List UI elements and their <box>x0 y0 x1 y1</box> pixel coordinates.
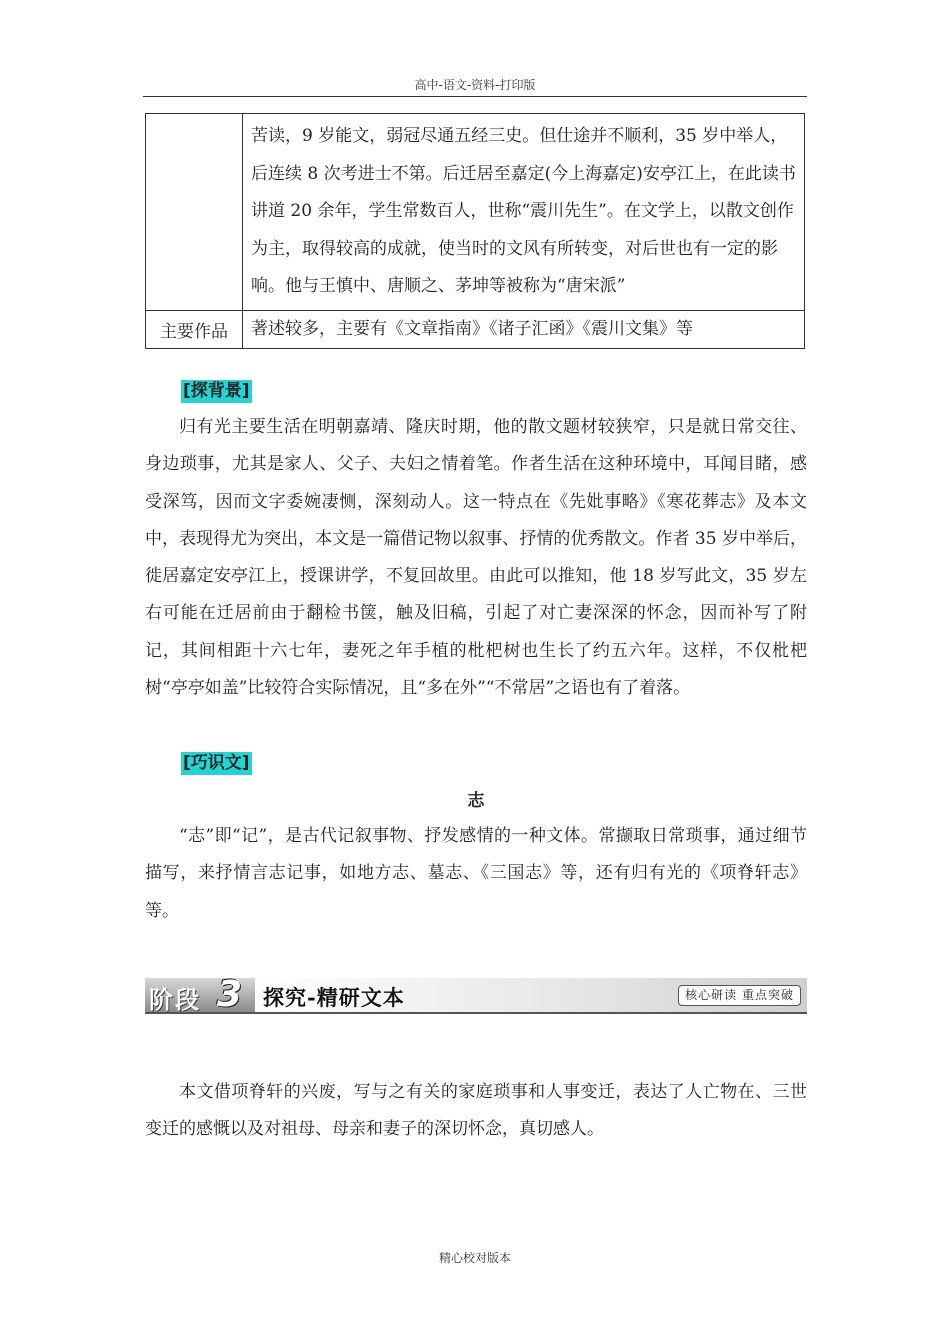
stage-banner <box>145 974 807 1015</box>
author-bio-cell: 苦读，9 岁能文，弱冠尽通五经三史。但仕途并不顺利，35 岁中举人，后连续 8 次考进士不第。后迁居至嘉定(今上海嘉定)安亭江上，在此读书讲道 20 余年，学生常数百人，世称“震川先生”。在文学上，以散文创作为主，取得较高的成就，使当时的文风有所转变，对后世也有一定的影响。他与王慎中、唐顺之、茅坤等被称为“唐宋派” <box>243 114 805 311</box>
table-label-cell-empty <box>146 114 243 311</box>
background-paragraph: 归有光主要生活在明朝嘉靖、隆庆时期，他的散文题材较狭窄，只是就日常交往、身边琐事，尤其是家人、父子、夫妇之情着笔。作者生活在这种环境中，耳闻目睹，感受深笃，因而文字委婉凄恻，深刻动人。这一特点在《先妣事略》《寒花葬志》及本文中，表现得尤为突出，本文是一篇借记物以叙事、抒情的优秀散文。作者 35 岁中举后，徙居嘉定安亭江上，授课讲学，不复回故里。由此可以推知，他 18 岁写此文，35 岁左右可能在迁居前由于翻检书箧，触及旧稿，引起了对亡妻深深的怀念，因而补写了附记，其间相距十六七年，妻死之年手植的枇杷树也生长了约五六年。这样，不仅枇杷树“亭亭如盖”比较符合实际情况，且“多在外”“不常居”之语也有了着落。 <box>145 417 807 699</box>
knowledge-paragraph: “志”即“记”，是古代记叙事物、抒发感情的一种文体。常撷取日常琐事，通过细节描写，来抒情言志记事，如地方志、墓志、《三国志》等，还有归有光的《项脊轩志》等。 <box>145 826 807 921</box>
stage-badge: 核心研读 重点突破 <box>678 985 801 1006</box>
author-info-table <box>145 113 805 349</box>
knowledge-tag: [巧识文] <box>183 753 250 773</box>
stage-label-block <box>145 974 255 1015</box>
table-row <box>146 310 805 348</box>
stage-title: 探究-精研文本 <box>263 985 405 1010</box>
stage-prefix: 阶段 <box>149 986 201 1014</box>
table-row <box>146 114 805 311</box>
background-tag: [探背景] <box>183 381 250 401</box>
works-text: 著述较多，主要有《文章指南》《诸子汇函》《震川文集》等 <box>243 310 805 348</box>
page-footer: 精心校对版本 <box>438 1251 511 1265</box>
summary-paragraph: 本文借项脊轩的兴废，写与之有关的家庭琐事和人事变迁，表达了人亡物在、三世变迁的感慨以及对祖母、母亲和妻子的深切怀念，真切感人。 <box>145 1082 807 1140</box>
stage-number: 3 <box>217 974 243 1015</box>
page-header: 高中-语文-资料-打印版 <box>414 78 536 92</box>
header-rule <box>143 96 807 97</box>
works-label: 主要作品 <box>146 310 243 348</box>
stage-title-block <box>255 978 807 1014</box>
knowledge-title: 志 <box>467 791 485 811</box>
